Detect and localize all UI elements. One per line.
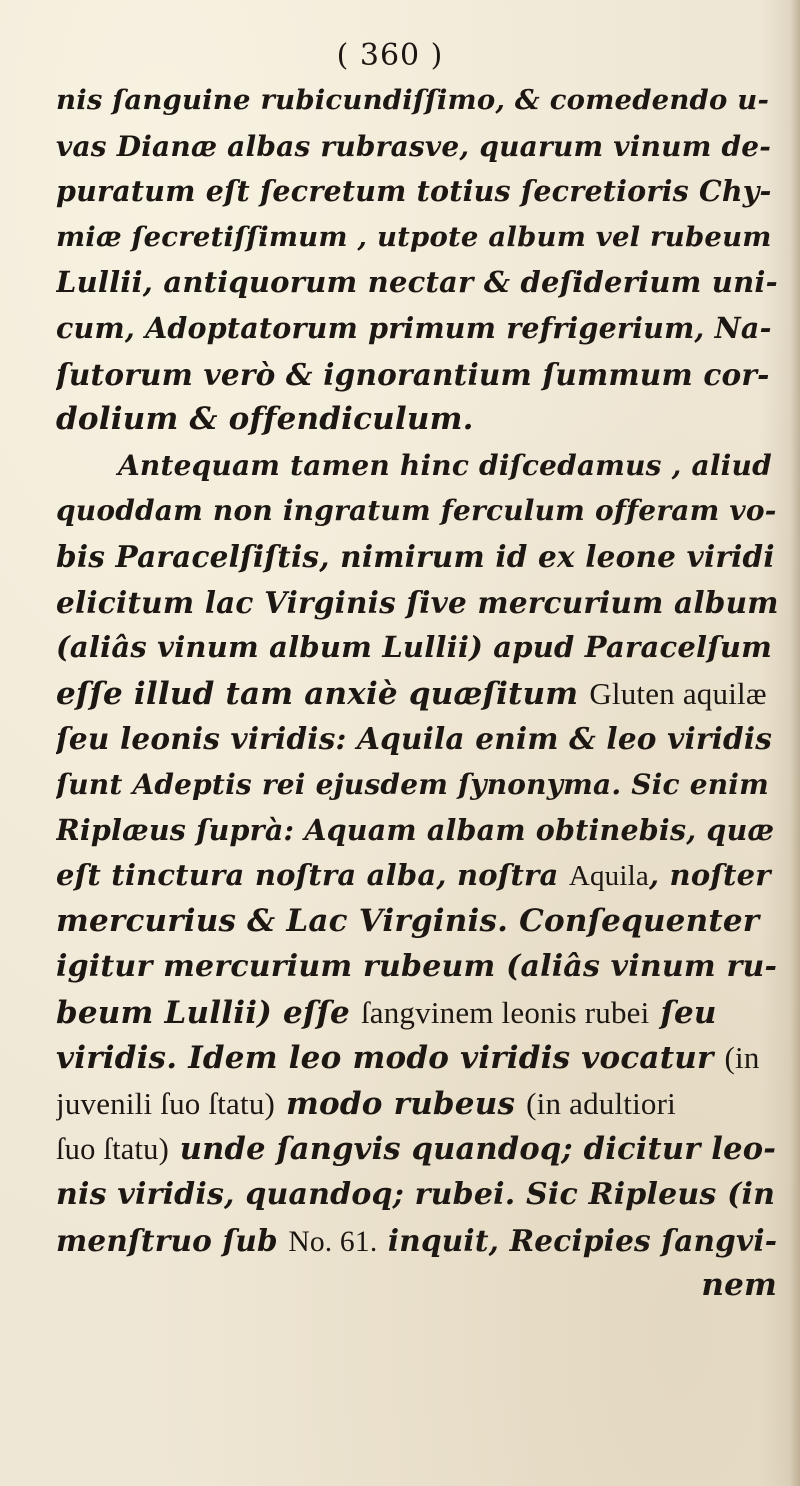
italic-text-segment: bis Paracelſiſtis, nimirum id ex leone viridi xyxy=(56,538,775,574)
italic-text-segment: nis viridis, quandoq; rubei. Sic Ripleus (in xyxy=(56,1177,776,1213)
text-line xyxy=(56,260,781,306)
text-line xyxy=(56,625,781,671)
italic-text-segment: nis ſanguine rubicundiſſimo, & comedendo u- xyxy=(56,84,770,116)
roman-text-segment: No. 61. xyxy=(288,1225,378,1258)
italic-text-segment: inquit, Recipies ſangvi- xyxy=(377,1222,778,1258)
text-line xyxy=(56,990,781,1036)
roman-text-segment: (in adultiori xyxy=(526,1086,676,1122)
text-line xyxy=(56,944,781,990)
italic-text-segment: modo rubeus xyxy=(275,1086,527,1123)
text-line xyxy=(56,899,781,945)
italic-text-segment: cum, Adoptatorum primum refrigerium, Na- xyxy=(56,310,772,345)
text-line xyxy=(56,397,781,443)
catchword xyxy=(56,1263,781,1309)
text-line xyxy=(56,1035,781,1081)
italic-text-segment: eſſe illud tam anxiè quæſitum xyxy=(56,675,590,712)
italic-text-segment: Lullii, antiquorum nectar & deſiderium uni- xyxy=(56,265,778,300)
page-edge-shadow xyxy=(790,0,800,1486)
text-line xyxy=(56,352,781,398)
italic-text-segment: beum Lullii) eſſe xyxy=(56,994,361,1031)
text-line xyxy=(56,716,781,762)
italic-text-segment: Antequam tamen hinc diſcedamus , aliud xyxy=(118,448,772,482)
text-line xyxy=(56,1172,781,1218)
italic-text-segment: ſutorum verò & ignorantium ſummum cor- xyxy=(56,356,770,392)
text-line xyxy=(56,215,781,261)
text-line xyxy=(56,762,781,808)
italic-text-segment: eſt tinctura noſtra alba, noſtra xyxy=(56,858,569,893)
italic-text-segment: miæ ſecretiſſimum , utpote album vel rubeum xyxy=(56,220,772,253)
text-line xyxy=(56,1081,781,1127)
text-line xyxy=(56,671,781,717)
italic-text-segment: igitur mercurium rubeum (aliâs vinum ru- xyxy=(56,949,778,985)
text-line xyxy=(56,169,781,215)
page-number: ( 360 ) xyxy=(336,38,444,73)
text-line xyxy=(56,488,781,534)
roman-text-segment: ſuo ſtatu) xyxy=(56,1131,169,1166)
text-line xyxy=(56,443,781,489)
italic-text-segment: dolium & offendiculum. xyxy=(56,401,474,438)
text-line xyxy=(56,580,781,626)
roman-text-segment: Aquila xyxy=(568,860,649,893)
italic-text-segment: , noſter xyxy=(648,858,771,893)
italic-text-segment: ſeu leonis viridis: Aquila enim & leo viridis xyxy=(56,721,773,757)
text-line xyxy=(56,306,781,352)
roman-text-segment: Gluten aquilæ xyxy=(589,675,767,711)
italic-text-segment: unde ſangvis quandoq; dicitur leo- xyxy=(168,1130,777,1167)
text-line xyxy=(56,534,781,580)
roman-text-segment: (in xyxy=(724,1040,760,1076)
italic-text-segment: (aliâs vinum album Lullii) apud Paracelſum xyxy=(56,630,773,665)
text-line xyxy=(56,1218,781,1264)
roman-text-segment: juvenili ſuo ſtatu) xyxy=(56,1086,276,1122)
text-line xyxy=(56,1127,781,1173)
italic-text-segment: nem xyxy=(701,1267,777,1304)
italic-text-segment: Riplæus ſuprà: Aquam albam obtinebis, quæ xyxy=(56,812,775,847)
italic-text-segment: viridis. Idem leo modo viridis vocatur xyxy=(56,1040,725,1077)
italic-text-segment: vas Dianæ albas rubrasve, quarum vinum de- xyxy=(56,129,772,163)
italic-text-segment: puratum eſt ſecretum totius ſecretioris Chy- xyxy=(56,174,772,209)
italic-text-segment: ſeu xyxy=(649,994,717,1031)
text-line xyxy=(56,78,781,124)
roman-text-segment: ſangvinem leonis rubei xyxy=(360,994,650,1030)
italic-text-segment: ſunt Adeptis rei ejusdem ſynonyma. Sic enim xyxy=(56,767,769,801)
text-line xyxy=(56,853,781,899)
body-text xyxy=(56,78,781,1309)
italic-text-segment: menſtruo ſub xyxy=(56,1222,289,1258)
italic-text-segment: elicitum lac Virginis ſive mercurium album xyxy=(56,584,779,620)
text-line xyxy=(56,124,781,170)
text-line xyxy=(56,808,781,854)
italic-text-segment: mercurius & Lac Virginis. Conſequenter xyxy=(56,902,760,939)
italic-text-segment: quoddam non ingratum ferculum offeram vo- xyxy=(56,494,777,528)
